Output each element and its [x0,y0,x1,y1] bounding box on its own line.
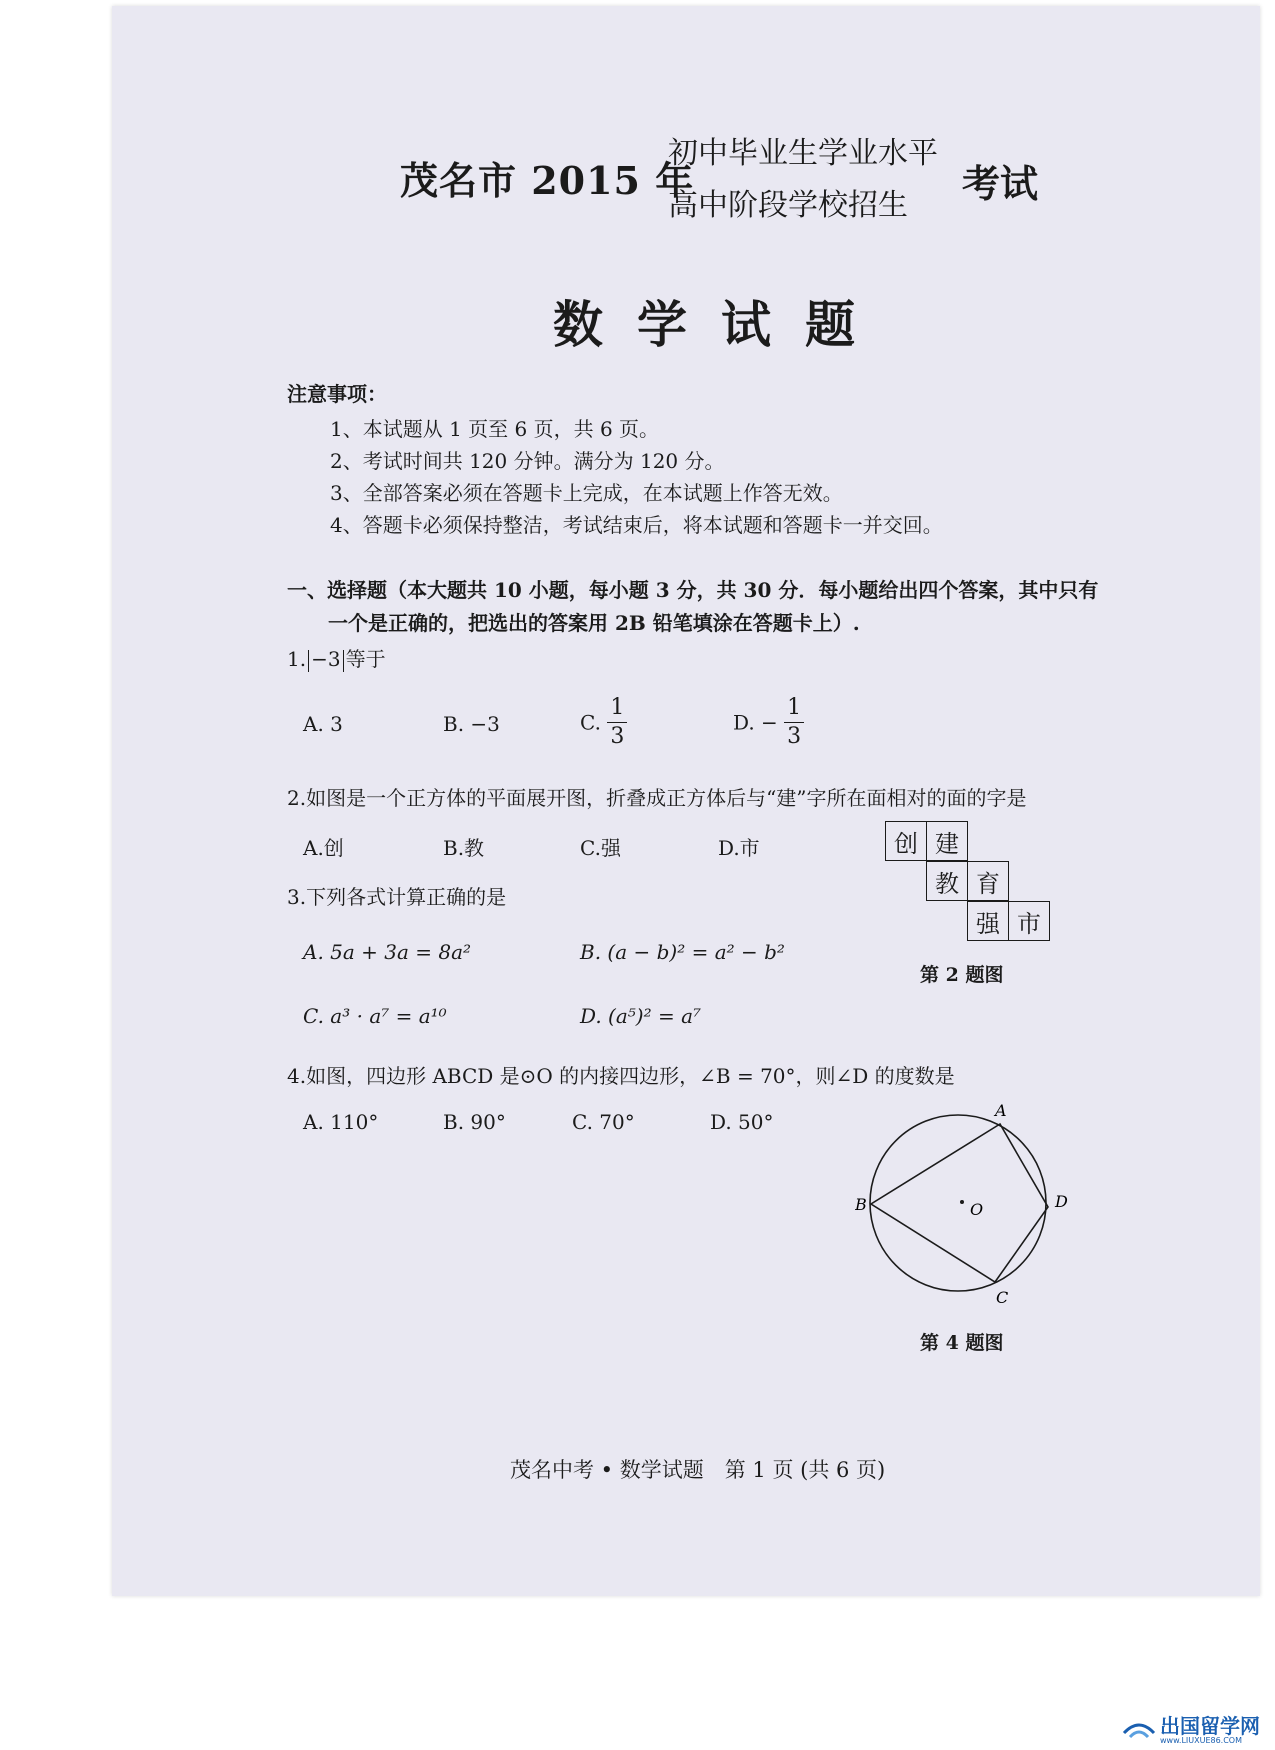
section1-line2: 一个是正确的，把选出的答案用 2B 铅笔填涂在答题卡上）. [328,611,860,635]
page-title: 数学试题 [553,295,889,354]
fraction-numerator: 1 [787,695,802,720]
note-item: 1、本试题从 1 页至 6 页，共 6 页。 [330,417,660,441]
q1-abs-value: −3 [311,647,341,671]
q1-tail: 等于 [345,647,386,671]
label-a: A [995,1101,1007,1120]
net-face-qiang: 强 [967,901,1009,941]
q1-option-d [733,696,804,749]
q1-option-d-prefix: D. − [733,710,778,735]
watermark-url: www.LIUXUE86.COM [1160,1735,1243,1745]
q2-option-c: C.强 [580,836,621,860]
q2-stem: 2.如图是一个正方体的平面展开图，折叠成正方体后与“建”字所在面相对的面的字是 [287,786,1027,810]
watermark-text: 出国留学网 [1160,1713,1260,1738]
label-b: B [855,1195,867,1214]
center-point [960,1200,964,1204]
section1-line1: 一、选择题（本大题共 10 小题，每小题 3 分，共 30 分．每小题给出四个答案，其中只有 [287,578,1099,602]
notes-heading: 注意事项： [287,382,387,406]
q4-option-c: C. 70° [572,1110,635,1134]
q1-num: 1. [287,647,307,671]
header-city-year: 茂名市 2015 年 [400,158,695,203]
q4-figure-caption: 第 4 题图 [920,1332,1004,1354]
net-face-shi: 市 [1008,901,1050,941]
q4-stem: 4.如图，四边形 ABCD 是⊙O 的内接四边形，∠B = 70°，则∠D 的度数是 [287,1064,955,1088]
net-face-jian: 建 [926,821,968,861]
page-footer: 茂名中考 • 数学试题 第 1 页 (共 6 页) [510,1458,886,1482]
inscribed-quadrilateral-figure [855,1090,1075,1310]
label-c: C [996,1288,1009,1307]
q2-option-b: B.教 [443,836,485,860]
q3-option-a: A. 5a + 3a = 8a² [303,940,472,964]
fraction-denominator: 3 [787,724,802,750]
header-exam: 考试 [962,161,1039,206]
q4-option-b: B. 90° [443,1110,506,1134]
q3-option-c: C. a³ · a⁷ = a¹⁰ [303,1004,447,1028]
q1-option-b: B. −3 [443,712,500,736]
header-line1: 初中毕业生学业水平 [668,136,938,171]
q1-option-a: A. 3 [303,712,343,736]
q1-stem [287,643,386,672]
watermark [1122,1712,1272,1748]
label-d: D [1055,1192,1068,1211]
quadrilateral-abcd [871,1124,1048,1282]
q3-stem: 3.下列各式计算正确的是 [287,885,507,909]
note-item: 2、考试时间共 120 分钟。满分为 120 分。 [330,449,725,473]
q4-option-d: D. 50° [710,1110,774,1134]
net-face-chuang: 创 [885,821,927,861]
q3-option-d: D. (a⁵)² = a⁷ [580,1004,702,1028]
q1-option-c [580,696,627,749]
note-item: 4、答题卡必须保持整洁，考试结束后，将本试题和答题卡一并交回。 [330,513,943,537]
q2-option-d: D.市 [718,836,760,860]
watermark-logo-icon [1122,1717,1156,1743]
q2-option-a: A.创 [303,836,344,860]
header-line2: 高中阶段学校招生 [668,188,908,223]
circle-o [870,1115,1046,1291]
q4-option-a: A. 110° [303,1110,379,1134]
net-face-jiao: 教 [926,861,968,901]
net-face-yu: 育 [967,861,1009,901]
q2-figure-caption: 第 2 题图 [920,964,1004,986]
note-item: 3、全部答案必须在答题卡上完成，在本试题上作答无效。 [330,481,843,505]
fraction-numerator: 1 [610,695,625,720]
q3-option-b: B. (a − b)² = a² − b² [580,940,785,964]
q1-option-c-prefix: C. [580,710,601,735]
q1-option-d-fraction [784,696,804,749]
q1-option-c-fraction [607,696,627,749]
fraction-denominator: 3 [610,724,625,750]
label-o: O [970,1200,984,1219]
